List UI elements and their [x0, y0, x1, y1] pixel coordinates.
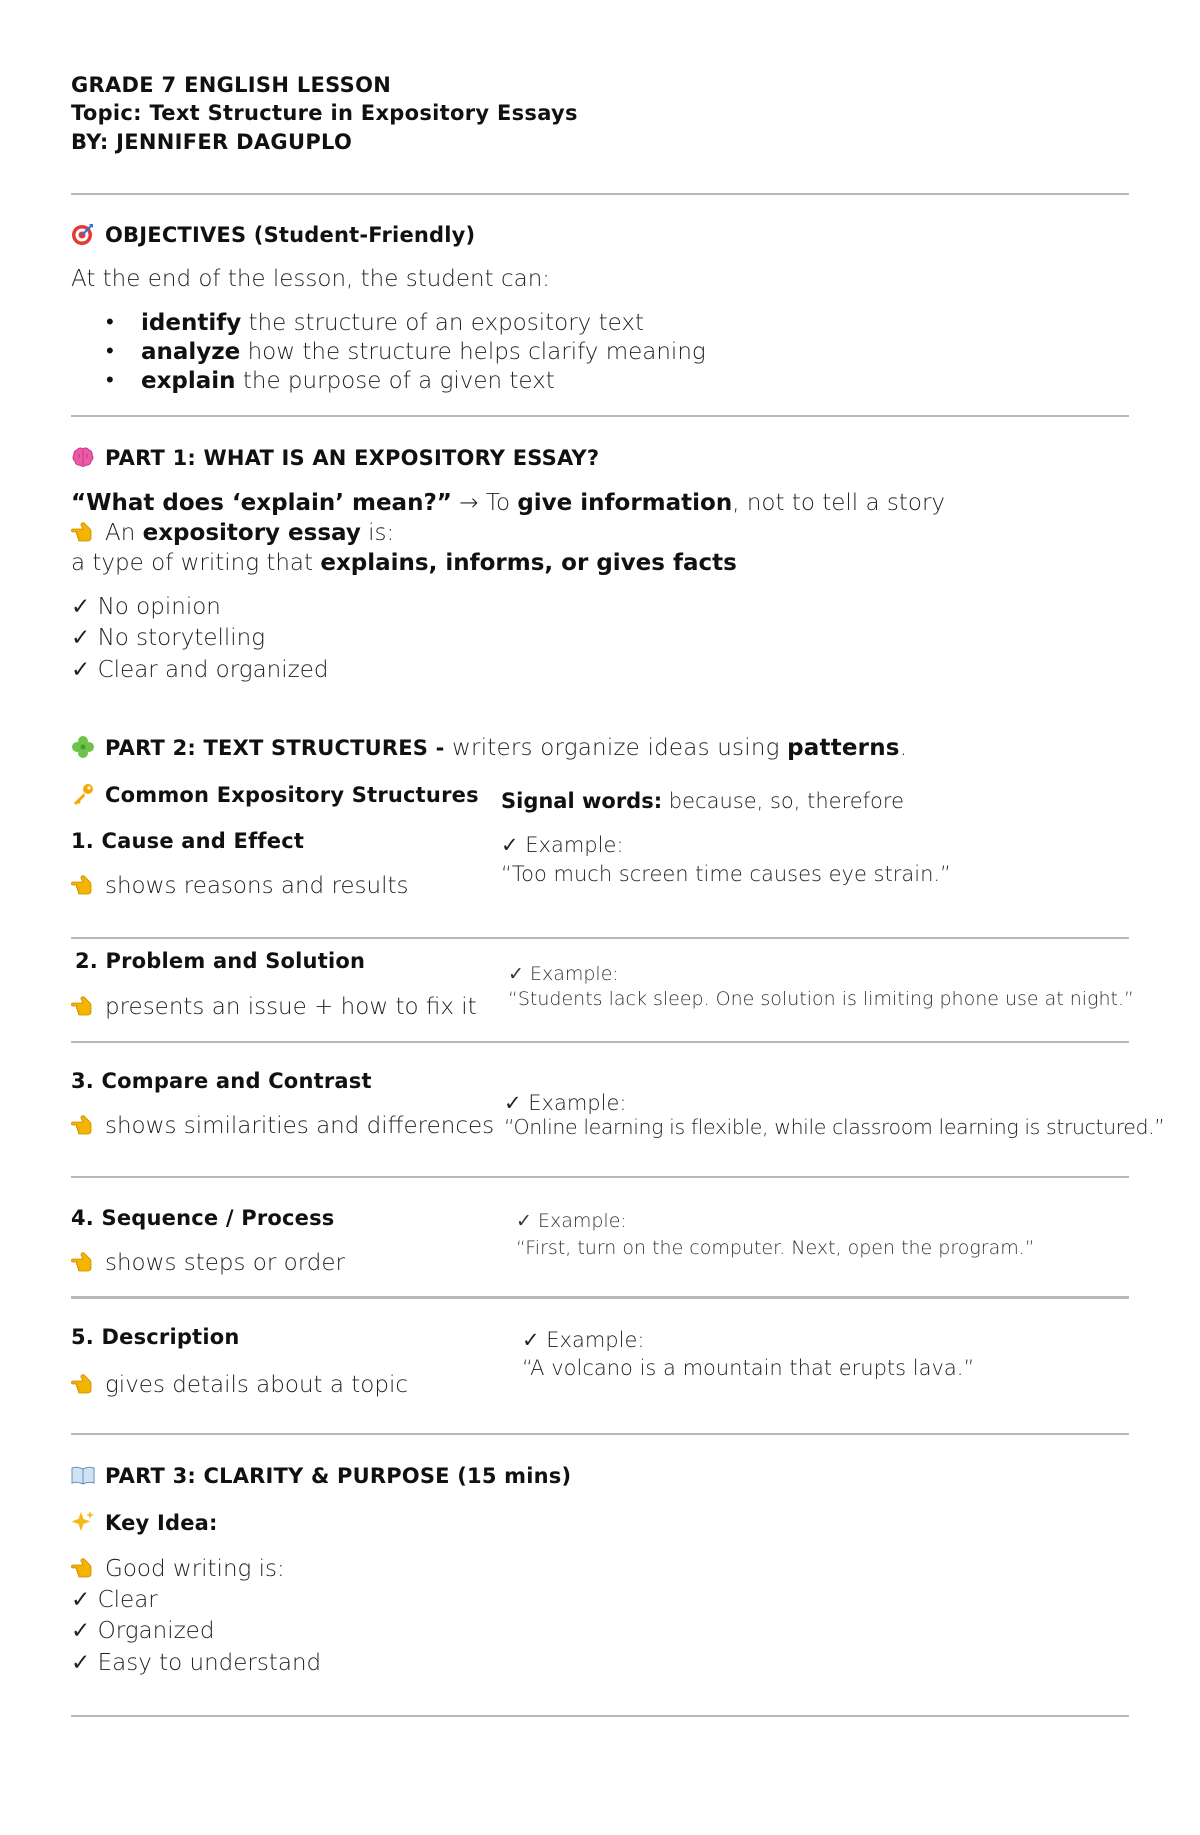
- example-text: “A volcano is a mountain that erupts lava.”: [522, 1356, 975, 1380]
- check-icon: ✓: [71, 594, 98, 620]
- example-text: “Too much screen time causes eye strain.”: [501, 862, 951, 886]
- pointing-hand-icon: [71, 1250, 95, 1274]
- structure-desc: shows steps or order: [71, 1250, 345, 1276]
- structure-name: 5. Description: [71, 1325, 240, 1349]
- part1-definition: An expository essay is:: [71, 520, 394, 546]
- pointing-hand-icon: [71, 1556, 95, 1580]
- structure-desc: shows reasons and results: [71, 873, 409, 899]
- example-text: “First, turn on the computer. Next, open the program.”: [516, 1237, 1035, 1259]
- structure-name: 3. Compare and Contrast: [71, 1069, 372, 1093]
- key-icon: [71, 782, 95, 806]
- divider: [71, 1433, 1129, 1435]
- lesson-author-heading: BY: JENNIFER DAGUPLO: [71, 130, 353, 154]
- brain-icon: [71, 445, 95, 469]
- common-structures-heading: Common Expository Structures: [71, 782, 479, 807]
- check-icon: ✓: [71, 1650, 98, 1676]
- structure-name: 1. Cause and Effect: [71, 829, 305, 853]
- pointing-hand-icon: [71, 1372, 95, 1396]
- check-icon: ✓: [71, 1618, 98, 1644]
- checklist-item: ✓ No storytelling: [71, 625, 266, 651]
- part2-heading: PART 2: TEXT STRUCTURES - writers organize ideas using patterns.: [71, 735, 907, 761]
- structure-name: 2. Problem and Solution: [75, 949, 366, 973]
- check-icon: ✓: [71, 1587, 98, 1613]
- good-writing-intro: Good writing is:: [71, 1556, 285, 1582]
- structure-desc: shows similarities and differences: [71, 1113, 494, 1139]
- signal-words: Signal words: because, so, therefore: [501, 789, 904, 813]
- checklist-item: ✓ Clear and organized: [71, 657, 329, 683]
- part3-heading: PART 3: CLARITY & PURPOSE (15 mins): [71, 1463, 571, 1488]
- objectives-intro: At the end of the lesson, the student can:: [71, 266, 551, 292]
- pointing-hand-icon: [71, 873, 95, 897]
- clover-icon: [71, 735, 95, 759]
- example-label: ✓ Example:: [522, 1328, 645, 1352]
- part1-type: a type of writing that explains, informs, or gives facts: [71, 550, 737, 576]
- divider: [71, 415, 1129, 417]
- objectives-title: OBJECTIVES (Student-Friendly): [105, 223, 476, 247]
- checklist-item: ✓ Organized: [71, 1618, 215, 1644]
- lesson-grade-heading: GRADE 7 ENGLISH LESSON: [71, 73, 392, 97]
- structure-desc: presents an issue + how to fix it: [71, 994, 477, 1020]
- key-idea-heading: Key Idea:: [71, 1510, 218, 1535]
- structure-desc: gives details about a topic: [71, 1372, 408, 1398]
- objectives-list: [71, 310, 706, 397]
- checklist-item: ✓ No opinion: [71, 594, 221, 620]
- check-icon: ✓: [71, 625, 98, 651]
- list-item: • identify the structure of an expository text: [71, 310, 706, 339]
- example-label: ✓ Example:: [504, 1091, 627, 1115]
- example-label: ✓ Example:: [516, 1210, 627, 1232]
- part1-title: PART 1: WHAT IS AN EXPOSITORY ESSAY?: [105, 446, 600, 470]
- example-text: “Students lack sleep. One solution is limiting phone use at night.”: [508, 988, 1134, 1010]
- divider: [71, 1715, 1129, 1717]
- part1-question: “What does ‘explain’ mean?” → To give information, not to tell a story: [71, 490, 946, 516]
- list-item: • analyze how the structure helps clarify meaning: [71, 339, 706, 368]
- example-label: ✓ Example:: [501, 833, 624, 857]
- example-label: ✓ Example:: [508, 963, 619, 985]
- pointing-hand-icon: [71, 1113, 95, 1137]
- lesson-topic-heading: Topic: Text Structure in Expository Essays: [71, 101, 578, 125]
- target-icon: [71, 222, 95, 246]
- structure-name: 4. Sequence / Process: [71, 1206, 335, 1230]
- divider: [71, 1296, 1129, 1299]
- book-icon: [71, 1463, 95, 1487]
- divider: [71, 193, 1129, 195]
- pointing-hand-icon: [71, 994, 95, 1018]
- divider: [71, 1041, 1129, 1043]
- divider: [71, 937, 1129, 939]
- example-text: “Online learning is flexible, while classroom learning is structured.”: [504, 1115, 1165, 1139]
- checklist-item: ✓ Easy to understand: [71, 1650, 322, 1676]
- divider: [71, 1176, 1129, 1178]
- part1-heading: [71, 445, 599, 470]
- sparkles-icon: [71, 1510, 95, 1534]
- pointing-hand-icon: [71, 520, 95, 544]
- check-icon: ✓: [71, 657, 98, 683]
- list-item: • explain the purpose of a given text: [71, 368, 706, 397]
- objectives-heading: [71, 222, 475, 247]
- checklist-item: ✓ Clear: [71, 1587, 158, 1613]
